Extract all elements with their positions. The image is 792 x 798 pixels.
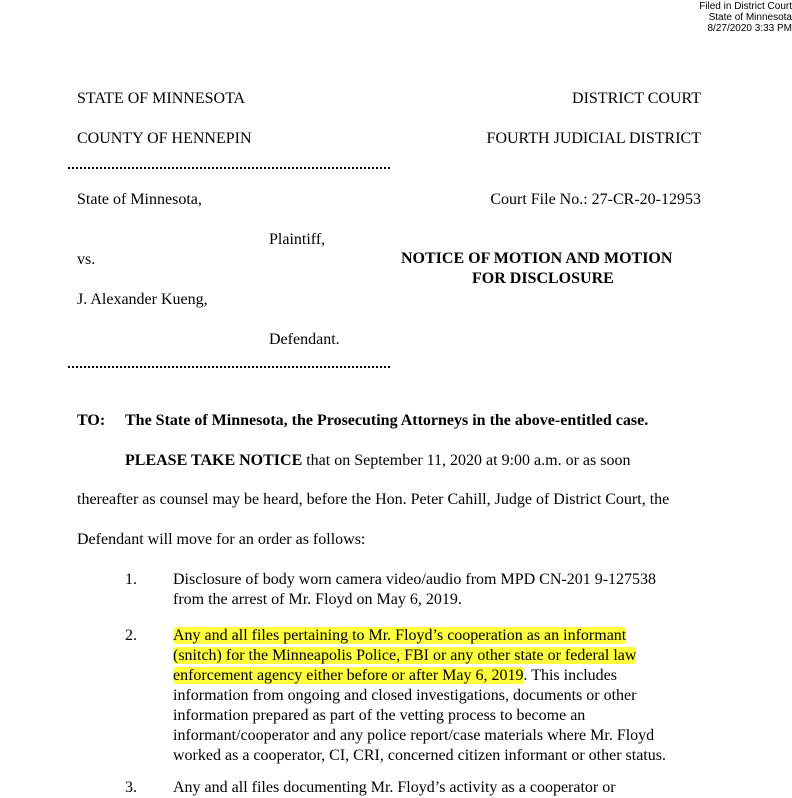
notice-line-3: Defendant will move for an order as follows: <box>77 531 366 548</box>
notice-line-2: thereafter as counsel may be heard, before the Hon. Peter Cahill, Judge of District Court, the <box>77 491 670 508</box>
motion-title-line-1: NOTICE OF MOTION AND MOTION <box>401 250 673 267</box>
caption-district: FOURTH JUDICIAL DISTRICT <box>486 130 701 147</box>
item-1-text <box>173 570 713 610</box>
plaintiff-role: Plaintiff, <box>269 231 326 248</box>
caption-state: STATE OF MINNESOTA <box>77 90 246 107</box>
caption-court: DISTRICT COURT <box>572 90 701 107</box>
item-3-text <box>173 778 713 798</box>
defendant-role: Defendant. <box>269 331 340 348</box>
filed-stamp-line-3: 8/27/2020 3:33 PM <box>707 23 792 34</box>
filed-stamp <box>699 1 792 34</box>
filed-stamp-line-1: Filed in District Court <box>699 1 792 12</box>
item-2-number: 2. <box>125 627 137 644</box>
filed-stamp-line-2: State of Minnesota <box>708 12 792 23</box>
item-2-line-6: informant/cooperator and any police report/case materials where Mr. Floyd <box>173 727 655 744</box>
item-3-number: 3. <box>125 779 137 796</box>
to-text: The State of Minnesota, the Prosecuting Attorneys in the above-entitled case. <box>125 412 649 429</box>
notice-line-1 <box>125 451 630 471</box>
item-2-highlight-3: enforcement agency either before or after May 6, 2019 <box>173 667 524 684</box>
item-1-line-2: from the arrest of Mr. Floyd on May 6, 2019. <box>173 591 462 608</box>
caption-county: COUNTY OF HENNEPIN <box>77 130 252 147</box>
defendant-name: J. Alexander Kueng, <box>77 291 208 308</box>
item-2-highlight-1: Any and all files pertaining to Mr. Floyd’s cooperation as an informant <box>173 627 627 644</box>
plaintiff-name: State of Minnesota, <box>77 191 202 208</box>
item-2-line-2 <box>173 646 713 666</box>
item-2-line-3 <box>173 666 713 686</box>
item-1-line-1: Disclosure of body worn camera video/audio from MPD CN-201 9-127538 <box>173 571 657 588</box>
item-2-line-4: information from ongoing and closed investigations, documents or other <box>173 687 637 704</box>
caption-divider-bottom <box>68 366 390 368</box>
item-2-line-5: information prepared as part of the vetting process to become an <box>173 707 586 724</box>
item-2-after-highlight: . This includes <box>523 667 617 684</box>
court-file-number: Court File No.: 27-CR-20-12953 <box>490 191 701 208</box>
item-2-text <box>173 626 713 766</box>
motion-title-line-2: FOR DISCLOSURE <box>472 270 614 287</box>
item-2-line-7: worked as a cooperator, CI, CRI, concerned citizen informant or other status. <box>173 747 666 764</box>
top-case-number <box>347 0 429 2</box>
item-2-line-1 <box>173 626 713 646</box>
versus: vs. <box>77 251 96 268</box>
item-1-number: 1. <box>125 571 137 588</box>
item-3-line-1: Any and all files documenting Mr. Floyd’s activity as a cooperator or <box>173 779 616 796</box>
notice-rest: that on September 11, 2020 at 9:00 a.m. or as soon <box>302 452 631 469</box>
item-2-highlight-2: (snitch) for the Minneapolis Police, FBI or any other state or federal law <box>173 647 637 664</box>
notice-bold: PLEASE TAKE NOTICE <box>125 452 303 469</box>
caption-divider-top <box>68 167 390 169</box>
to-label: TO: <box>77 412 106 429</box>
